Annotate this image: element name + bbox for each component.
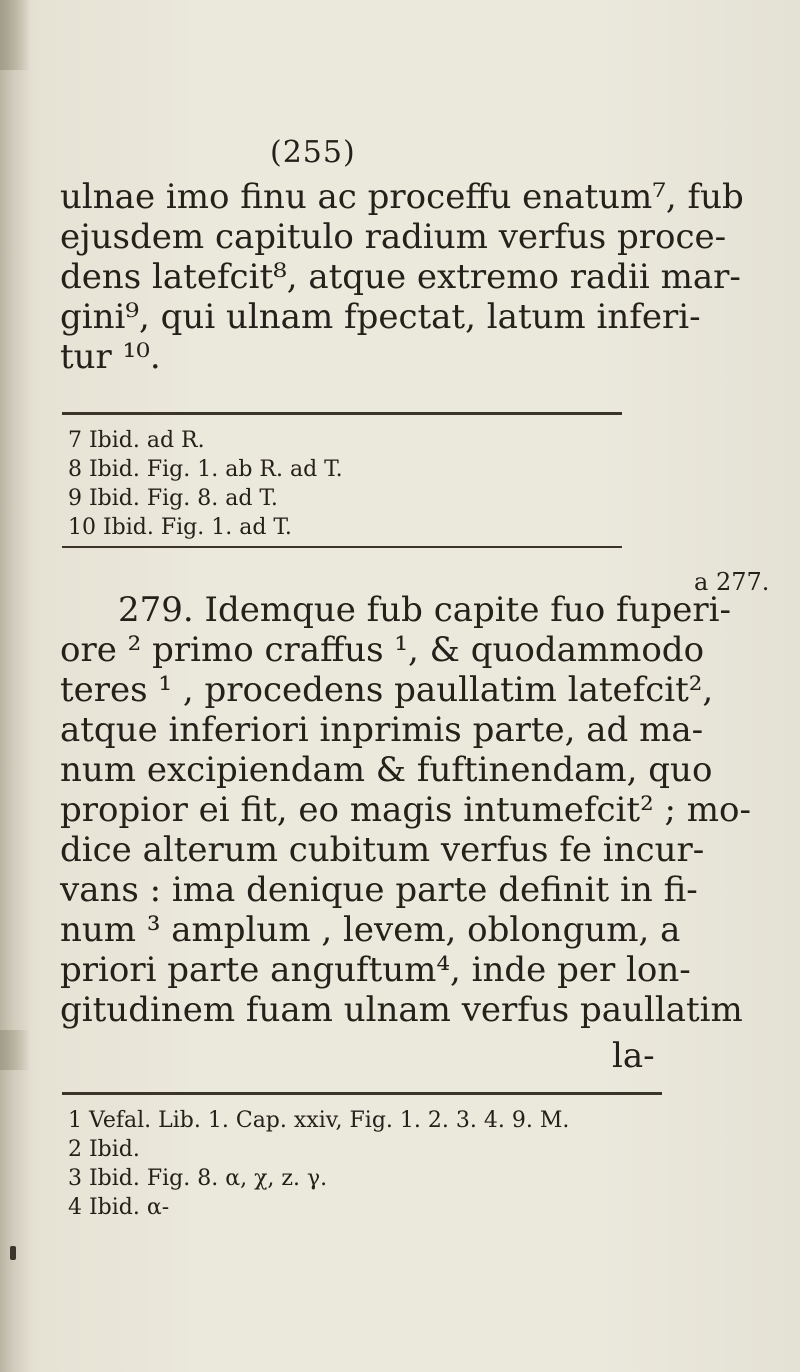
footnote-rule-lower: [62, 1092, 662, 1095]
footnotes-block-2: [68, 1106, 569, 1222]
ink-blot: [10, 1246, 16, 1260]
text-line: dens latefcit⁸, atque extremo radii mar-: [60, 257, 741, 297]
footnote-line: 9 Ibid. Fig. 8. ad T.: [68, 486, 278, 511]
text-line: num excipiendam & fuftinendam, quo: [60, 750, 713, 790]
catchword: la-: [612, 1036, 655, 1076]
page-number: (255): [270, 135, 356, 170]
footnote-line: 2 Ibid.: [68, 1137, 140, 1162]
footnote-line: 4 Ibid. α-: [68, 1195, 170, 1220]
gutter-shadow-mid: [0, 1030, 30, 1070]
paragraph-continuation: [60, 177, 744, 377]
text-line: propior ei fit, eo magis intumefcit² ; mo-: [60, 790, 751, 830]
text-line: ulnae imo finu ac proceffu enatum⁷, fub: [60, 177, 744, 217]
footnote-rule-bottom: [62, 546, 622, 548]
text-line: priori parte anguftum⁴, inde per lon-: [60, 950, 691, 990]
footnotes-block-1: [68, 426, 343, 542]
footnote-line: 10 Ibid. Fig. 1. ad T.: [68, 515, 292, 540]
page-gutter: [0, 0, 30, 1372]
text-line: atque inferiori inprimis parte, ad ma-: [60, 710, 704, 750]
text-line: vans : ima denique parte definit in fi-: [60, 870, 698, 910]
text-line: tur ¹⁰.: [60, 337, 161, 377]
footnote-line: 8 Ibid. Fig. 1. ab R. ad T.: [68, 457, 343, 482]
footnote-line: 7 Ibid. ad R.: [68, 428, 205, 453]
text-line: gitudinem fuam ulnam verfus paullatim: [60, 990, 743, 1030]
footnote-line: 3 Ibid. Fig. 8. α, χ, z. γ.: [68, 1166, 328, 1191]
text-line: gini⁹, qui ulnam fpectat, latum inferi-: [60, 297, 701, 337]
text-line: dice alterum cubitum verfus fe incur-: [60, 830, 705, 870]
text-line: num ³ amplum , levem, oblongum, a: [60, 910, 681, 950]
text-line: ore ² primo craffus ¹, & quodammodo: [60, 630, 705, 670]
text-line: 279. Idemque fub capite fuo fuperi-: [118, 590, 731, 630]
footnote-line: 1 Vefal. Lib. 1. Cap. xxiv, Fig. 1. 2. 3. 4. 9. M.: [68, 1108, 570, 1133]
text-line: ejusdem capitulo radium verfus proce-: [60, 217, 727, 257]
paragraph-279: [60, 590, 751, 1030]
footnote-rule-top: [62, 412, 622, 415]
gutter-shadow-top: [0, 0, 30, 70]
text-line: teres ¹ , procedens paullatim latefcit²,: [60, 670, 714, 710]
margin-note: a 277.: [694, 568, 770, 596]
